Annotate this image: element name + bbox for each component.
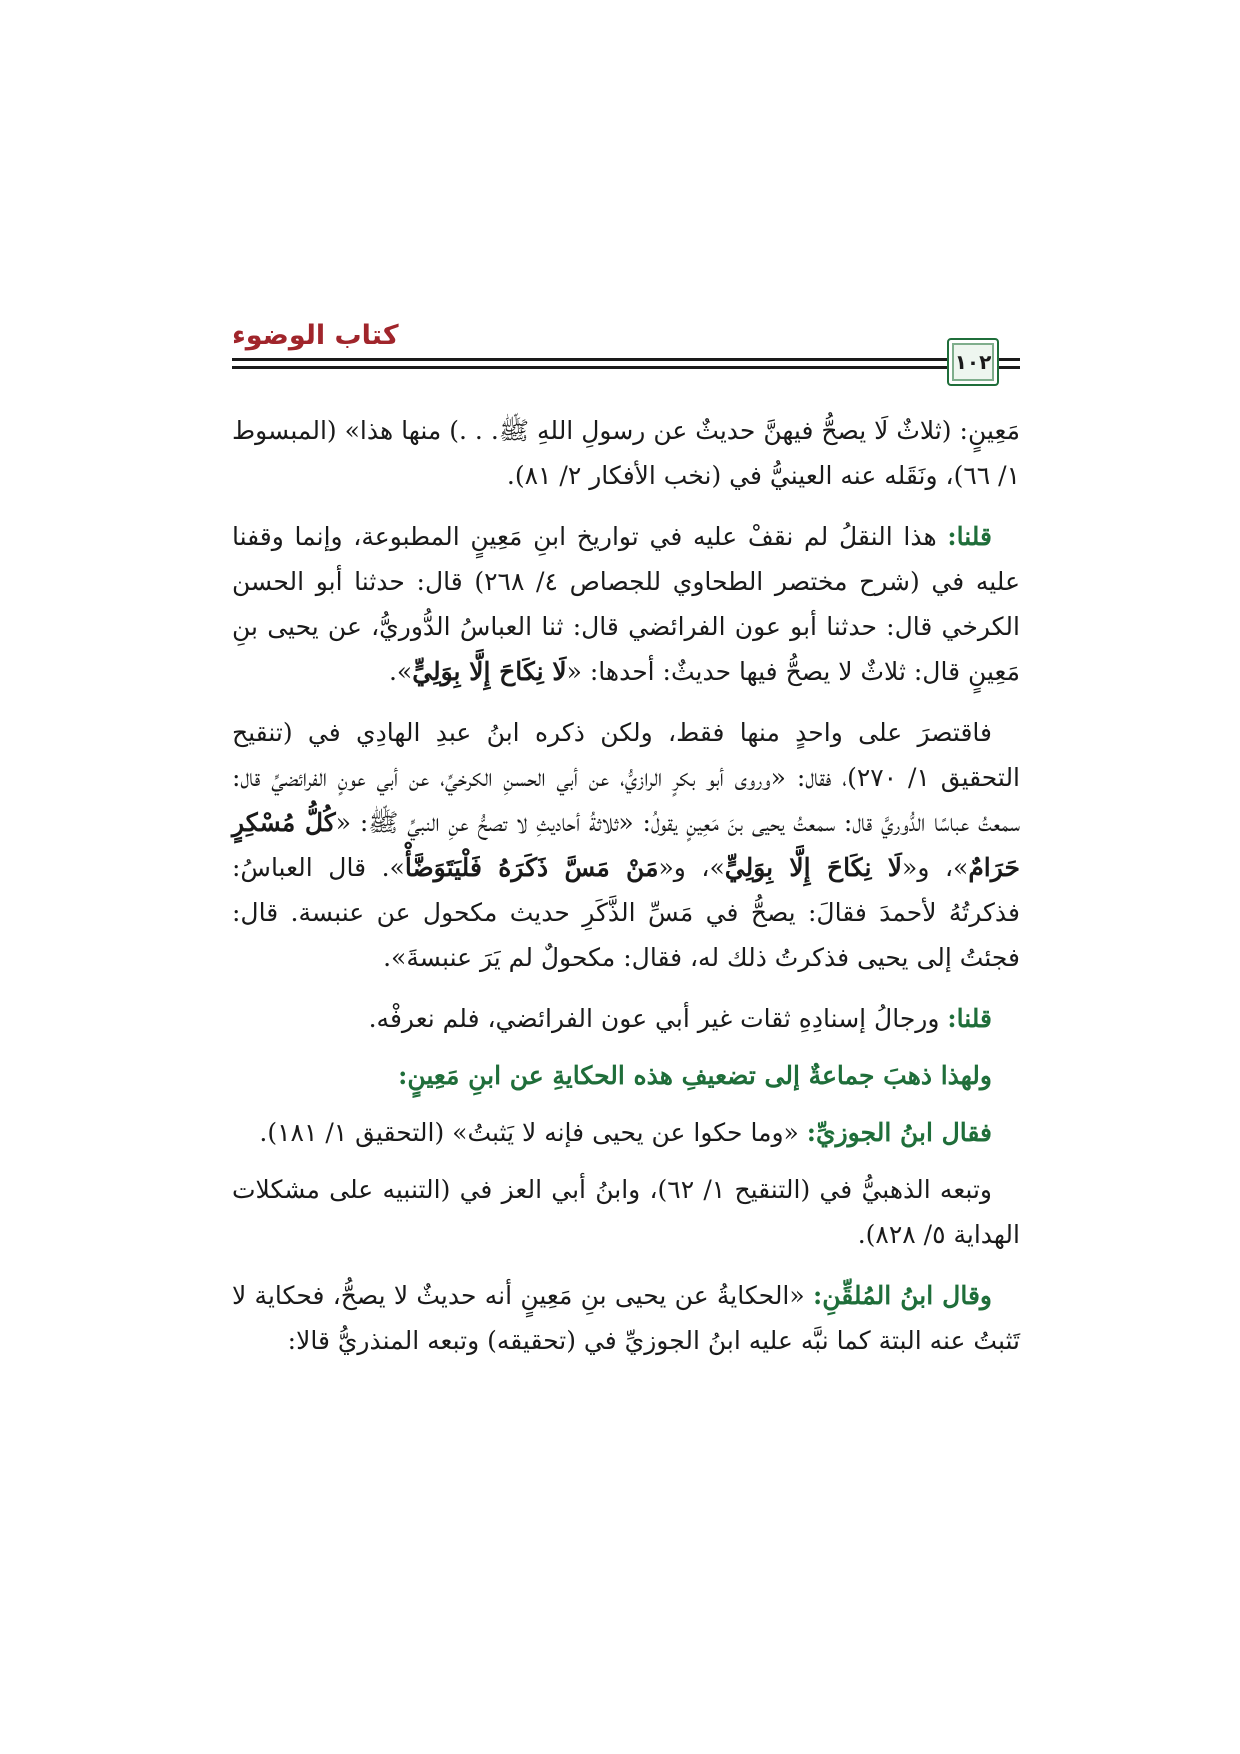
- paragraph-3-text-d: ». قال العباسُ: فذكرتُهُ لأحمدَ فقالَ: يصحُّ في مَسِّ الذَّكَرِ حديث مكحول عن عنبسة. قال: فجئتُ إلى يحيى فذكرتُ ذلك له، فقال: مكحولٌ لم يَرَ عنبسةَ».: [232, 853, 1020, 972]
- ibn-mulaqqin-label: وقال ابنُ المُلقِّنِ:: [812, 1281, 992, 1310]
- paragraph-3-text-b: »، و«: [902, 853, 969, 882]
- qulna-label-2: قلنا:: [947, 1004, 992, 1033]
- paragraph-1-text: مَعِينٍ: (ثلاثٌ لَا يصحُّ فيهنَّ حديثٌ عن رسولِ اللهِ ﷺ. . .) منها هذا» (المبسوط ١/ ٦٦)، ونَقَله عنه العينيُّ في (نخب الأفكار ٢/ ٨١).: [232, 416, 1020, 490]
- paragraph-7-text: وتبعه الذهبيُّ في (التنقيح ١/ ٦٢)، وابنُ أبي العز في (التنبيه على مشكلات الهداية ٥/ ٨٢٨).: [232, 1175, 1020, 1249]
- paragraph-2-end: ».: [388, 657, 413, 686]
- hadith-no-marriage: لَا نِكَاحَ إِلَّا بِوَلِيٍّ: [412, 657, 567, 686]
- paragraph-7: [232, 1167, 1020, 1257]
- paragraph-3-text-c: »، و«: [658, 853, 725, 882]
- hadith-no-marriage-2: لَا نِكَاحَ إِلَّا بِوَلِيٍّ: [724, 853, 903, 882]
- qulna-label: قلنا:: [947, 522, 992, 551]
- page-number: ١٠٢: [954, 350, 992, 374]
- section-heading-text: ولهذا ذهبَ جماعةٌ إلى تضعيفِ هذه الحكايةِ عن ابنِ مَعِينٍ:: [398, 1061, 992, 1090]
- paragraph-2: [232, 514, 1020, 694]
- paragraph-6-text: «وما حكوا عن يحيى فإنه لا يَثبتُ» (التحقيق ١/ ١٨١).: [259, 1118, 807, 1147]
- paragraph-3-text-a: فاقتصرَ على واحدٍ منها فقط، ولكن ذكره ابنُ عبدِ الهادِي في (تنقيح التحقيق ١/ ٢٧٠)، فقال: «وروى أبو بكرٍ الرازيُّ، عن أبي الحسنِ الكرخيِّ، عن أبي عونٍ الفرائضيِّ قال: سمعتُ عباسًا الدُّوريَّ قال: سمعتُ يحيى بنَ مَعِينٍ يقولُ: «ثلاثةُ أحاديثِ لا تصحُّ عنِ النبيِّ ﷺ: «: [232, 718, 1021, 837]
- header-rule-bottom: [232, 366, 950, 369]
- header-rule-top: [232, 358, 950, 361]
- ibn-jawzi-label: فقال ابنُ الجوزيِّ:: [806, 1118, 992, 1147]
- paragraph-4-text: ورجالُ إسنادِهِ ثقات غير أبي عون الفرائضي، فلم نعرفْه.: [368, 1004, 948, 1033]
- page-body: [232, 408, 1020, 1379]
- paragraph-3: [232, 710, 1020, 980]
- paragraph-6: [232, 1110, 1020, 1155]
- hadith-touching: مَنْ مَسَّ ذَكَرَهُ فَلْيَتَوَضَّأْ: [404, 853, 659, 882]
- section-heading: [232, 1053, 1020, 1098]
- paragraph-1: [232, 408, 1020, 498]
- paragraph-8: [232, 1273, 1020, 1363]
- paragraph-4: [232, 996, 1020, 1041]
- paragraph-8-text: «الحكايةُ عن يحيى بنِ مَعِينٍ أنه حديثٌ لا يصحُّ، فحكاية لا تَثبتُ عنه البتة كما نبَّه عليه ابنُ الجوزيِّ في (تحقيقه) وتبعه المنذريُّ قالا:: [232, 1281, 1020, 1355]
- paragraph-2-text: هذا النقلُ لم نقفْ عليه في تواريخ ابنِ مَعِينٍ المطبوعة، وإنما وقفنا عليه في (شرح مختصر الطحاوي للجصاص ٤/ ٢٦٨) قال: حدثنا أبو الحسن الكرخي قال: حدثنا أبو عون الفرائضي قال: ثنا العباسُ الدُّوريُّ، عن يحيى بنِ مَعِينٍ قال: ثلاثٌ لا يصحُّ فيها حديثٌ: أحدها: «: [232, 522, 1020, 686]
- hadith-intoxicant: كُلُّ مُسْكِرٍ حَرَامٌ: [232, 808, 1021, 882]
- page-header: [232, 318, 1020, 378]
- page-number-badge: [947, 338, 999, 386]
- chapter-title: كتاب الوضوء: [232, 320, 399, 351]
